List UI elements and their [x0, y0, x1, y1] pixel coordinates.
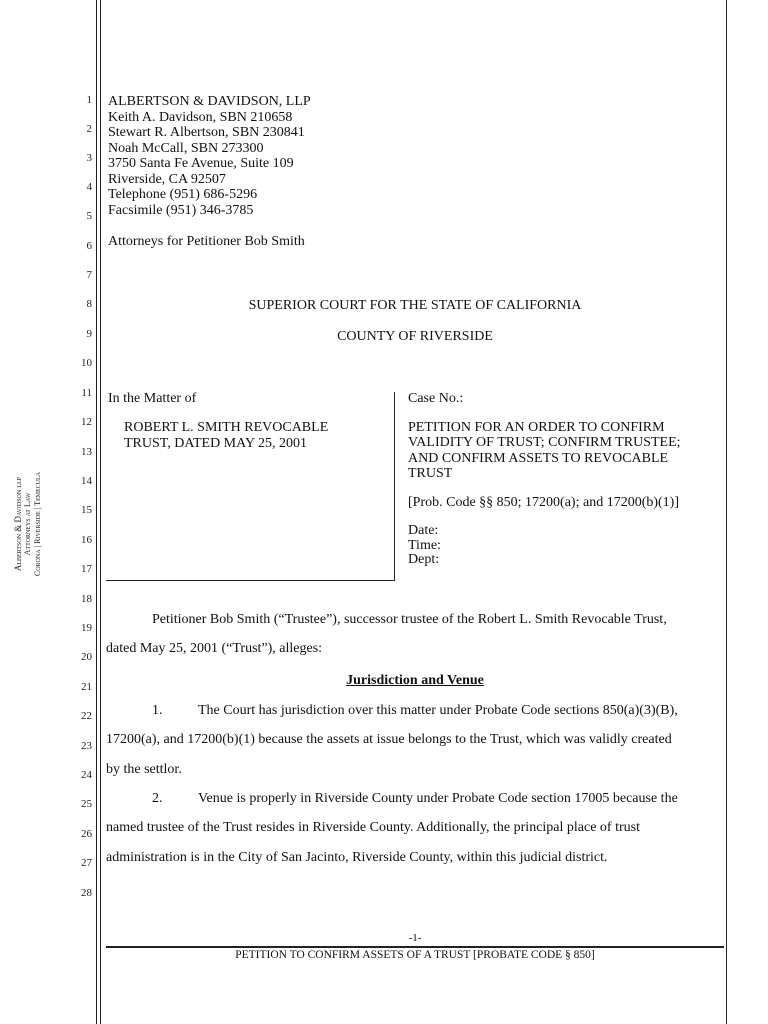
section-heading	[106, 673, 724, 689]
line-number: 6	[86, 240, 92, 252]
intro-line-2: dated May 25, 2001 (“Trust”), alleges:	[106, 641, 323, 656]
line-number: 22	[81, 710, 92, 722]
line-number: 15	[81, 504, 92, 516]
paragraph-2-number: 2.	[152, 791, 163, 806]
footer-title: PETITION TO CONFIRM ASSETS OF A TRUST [PROBATE CODE § 850]	[235, 949, 595, 961]
line-number: 27	[81, 857, 92, 869]
line-number: 13	[81, 446, 92, 458]
paragraph-1-line-2: 17200(a), and 17200(b)(1) because the assets at issue belongs to the Trust, which was validly created	[106, 732, 672, 747]
line-number: 14	[81, 475, 92, 487]
line-number: 12	[81, 416, 92, 428]
petition-title-line-1: PETITION FOR AN ORDER TO CONFIRM	[408, 420, 665, 435]
paragraph-2-line-1	[106, 791, 718, 807]
line-number: 4	[86, 181, 92, 193]
section-heading-text: Jurisdiction and Venue	[346, 673, 484, 688]
sidebar-subtitle: Attorneys at Law	[23, 492, 32, 556]
petition-title-line-2: VALIDITY OF TRUST; CONFIRM TRUSTEE;	[408, 435, 681, 451]
paragraph-1-number: 1.	[152, 703, 163, 718]
line-number: 23	[81, 740, 92, 752]
petition-title	[408, 420, 681, 481]
court-name: SUPERIOR COURT FOR THE STATE OF CALIFORNIA	[248, 298, 582, 313]
counsel-block	[108, 94, 311, 218]
attorneys-for: Attorneys for Petitioner Bob Smith	[108, 234, 305, 249]
probate-code-citation: [Prob. Code §§ 850; 17200(a); and 17200(b)(1)]	[408, 495, 680, 510]
line-number: 10	[81, 357, 92, 369]
line-number: 24	[81, 769, 92, 781]
line-number: 25	[81, 798, 92, 810]
line-number: 28	[81, 887, 92, 899]
line-number: 3	[86, 152, 92, 164]
page-number: -1-	[408, 932, 422, 944]
case-number-label: Case No.:	[408, 391, 464, 406]
caption-divider-horizontal	[106, 580, 395, 581]
line-number: 5	[86, 210, 92, 222]
line-number: 26	[81, 828, 92, 840]
line-number: 2	[86, 123, 92, 135]
paragraph-1-line-3: by the settlor.	[106, 762, 182, 777]
counsel-attorney-1: Keith A. Davidson, SBN 210658	[108, 109, 293, 125]
paragraph-1-line-1	[106, 703, 718, 719]
counsel-address-1: 3750 Santa Fe Avenue, Suite 109	[108, 156, 294, 171]
paragraph-2-line-3: administration is in the City of San Jacinto, Riverside County, within this judicial district.	[106, 850, 608, 865]
counsel-firm: ALBERTSON & DAVIDSON, LLP	[108, 94, 311, 109]
hearing-dept-label: Dept:	[408, 552, 440, 567]
hearing-time-label: Time:	[408, 537, 441, 553]
line-number: 11	[81, 387, 92, 399]
line-number: 17	[81, 563, 92, 575]
court-county: COUNTY OF RIVERSIDE	[337, 329, 493, 344]
counsel-phone: Telephone (951) 686-5296	[108, 187, 258, 202]
paragraph-1-text-1: The Court has jurisdiction over this matter under Probate Code sections 850(a)(3)(B),	[198, 703, 678, 718]
intro-text-1: Petitioner Bob Smith (“Trustee”), successor trustee of the Robert L. Smith Revocable Trust,	[152, 612, 667, 627]
line-number: 7	[86, 269, 92, 281]
paragraph-2-text-1: Venue is properly in Riverside County under Probate Code section 17005 because the	[198, 791, 678, 806]
sidebar-cities: Corona | Riverside | Temecula	[33, 471, 42, 577]
intro-line-1	[106, 612, 718, 628]
paragraph-2-line-2: named trustee of the Trust resides in Riverside County. Additionally, the principal place of trust	[106, 820, 640, 835]
line-number: 19	[81, 622, 92, 634]
line-number: 9	[86, 328, 92, 340]
caption-trust-line-1: ROBERT L. SMITH REVOCABLE	[124, 420, 329, 435]
petition-title-line-4: TRUST	[408, 465, 453, 481]
caption-trust-line-2: TRUST, DATED MAY 25, 2001	[124, 436, 308, 451]
hearing-info	[408, 524, 441, 568]
counsel-address-2: Riverside, CA 92507	[108, 171, 226, 187]
firm-sidebar	[13, 424, 43, 624]
counsel-attorney-3: Noah McCall, SBN 273300	[108, 140, 264, 156]
sidebar-firm: Albertson & Davidson llp	[13, 476, 23, 572]
left-margin-rule-2	[100, 0, 101, 1024]
line-number: 18	[81, 593, 92, 605]
right-margin-rule	[726, 0, 727, 1024]
line-number: 20	[81, 651, 92, 663]
counsel-attorney-2: Stewart R. Albertson, SBN 230841	[108, 125, 305, 140]
caption-trust-name	[124, 420, 328, 452]
petition-title-line-3: AND CONFIRM ASSETS TO REVOCABLE	[408, 450, 669, 466]
line-number: 16	[81, 534, 92, 546]
footer-rule	[106, 946, 724, 948]
line-number: 8	[86, 298, 92, 310]
left-margin-rule-1	[96, 0, 97, 1024]
counsel-fax: Facsimile (951) 346-3785	[108, 202, 254, 218]
caption-matter: In the Matter of	[108, 391, 197, 406]
caption-divider-vertical	[394, 392, 395, 580]
line-number: 21	[81, 681, 92, 693]
line-number: 1	[86, 94, 92, 106]
hearing-date-label: Date:	[408, 523, 439, 538]
